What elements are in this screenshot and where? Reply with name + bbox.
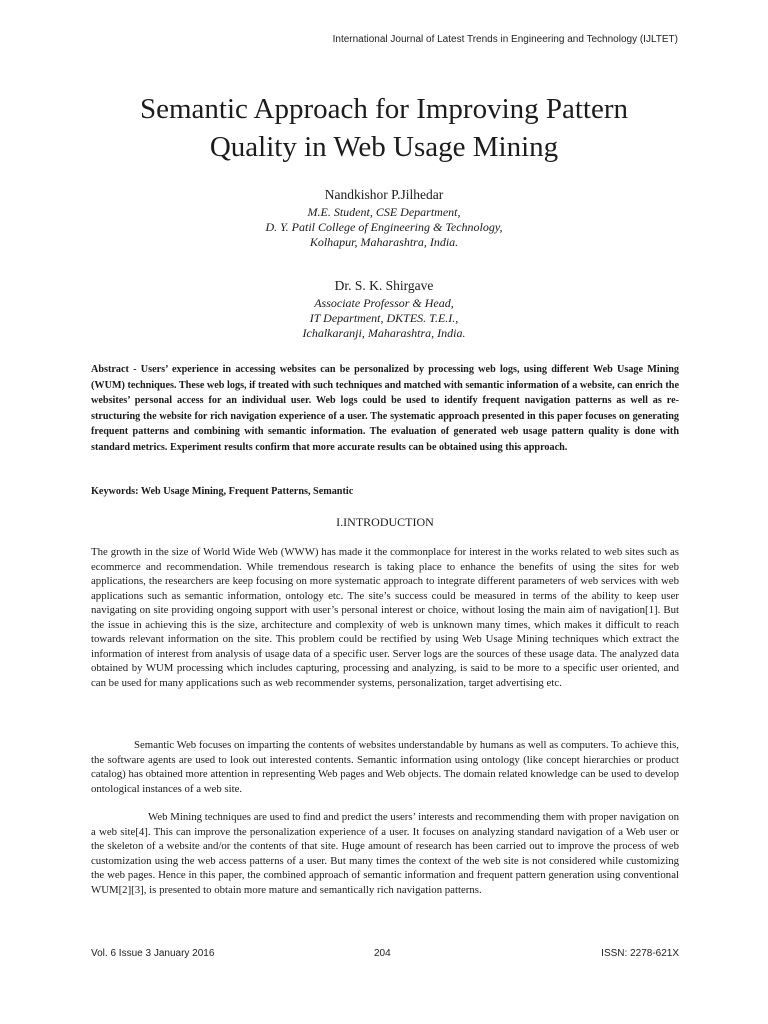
footer-page-number: 204 — [374, 948, 391, 959]
title-line-1: Semantic Approach for Improving Pattern — [139, 93, 629, 125]
section-heading-introduction: I.INTRODUCTION — [336, 515, 434, 529]
keywords: Keywords: Web Usage Mining, Frequent Patterns, Semantic — [91, 486, 354, 497]
author-affiliation-line: IT Department, DKTES. T.E.I., — [309, 311, 459, 325]
author-affiliation-line: Ichalkaranji, Maharashtra, India. — [302, 326, 466, 340]
body-paragraph: Semantic Web focuses on imparting the contents of websites understandable by humans as well as computers. To achieve this, the software agents are used to look out interested contents. Semantic information using ontology (like concept hierarchies or product catalog) has obtained more attention in representing Web pages and Web objects. The domain related knowledge can be used to develop ontological instances of a web site. — [91, 739, 679, 795]
journal-header: International Journal of Latest Trends in Engineering and Technology (IJLTET) — [332, 34, 678, 45]
body-paragraph: The growth in the size of World Wide Web (WWW) has made it the commonplace for interest in the works related to web sites such as ecommerce and recommendation. While tremendous research is taking place to enhance the benefits of using the sites for web applications, the researchers are keep focusing on more systematic approach to integrate different parameters of web services with web applications such as semantic information, ontology etc. The site’s success could be measured in terms of the ability to keep user navigating on site providing ongoing support with user’s personal interest or choice, without losing the main aim of navigation[1]. But the issue in achieving this is the size, architecture and complexity of web is unknown many times, which makes it difficult to reach towards relevant information on the site. This problem could be rectified by using Web Usage Mining techniques which extract the information of interest from analysis of usage data of a specific user. Server logs are the sources of these usage data. The analyzed data obtained by WUM processing which includes capturing, processing and analyzing, is said to be more to a specific user oriented, and can be used for many applications such as web recommender systems, personalization, target advertising etc. — [91, 546, 679, 689]
author-affiliation-line: D. Y. Patil College of Engineering & Technology, — [265, 220, 503, 234]
author-name: Nandkishor P.Jilhedar — [324, 187, 444, 202]
author-affiliation-line: M.E. Student, CSE Department, — [307, 205, 461, 219]
footer-issn: ISSN: 2278-621X — [601, 948, 679, 959]
author-affiliation-line: Kolhapur, Maharashtra, India. — [309, 235, 459, 249]
abstract: Abstract - Users’ experience in accessing websites can be personalized by processing web logs, using different Web Usage Mining (WUM) techniques. These web logs, if treated with such techniques and matched with semantic information of a website, can enrich the websites’ personal access for an individual user. Web logs could be used to identify frequent navigation patterns as well as re-structuring the website for rich navigation experience of a user. The systematic approach presented in this paper focuses on generating frequent patterns and combining with semantic information. The evaluation of generated web usage pattern quality is done with standard metrics. Experiment results confirm that more accurate results can be obtained using this approach. — [91, 364, 679, 453]
author-block-2 — [60, 277, 708, 341]
paper-title — [60, 90, 708, 166]
author-name: Dr. S. K. Shirgave — [334, 278, 434, 293]
footer-volume: Vol. 6 Issue 3 January 2016 — [91, 948, 215, 959]
author-affiliation-line: Associate Professor & Head, — [314, 296, 454, 310]
author-block-1 — [60, 186, 708, 250]
body-paragraph: Web Mining techniques are used to find and predict the users’ interests and recommending them with proper navigation on a web site[4]. This can improve the personalization experience of a user. It focuses on analyzing standard navigation of a Web user or the skeleton of a website and/or the contents of that site. Huge amount of research has been carried out to improve the process of web customization using the web access patterns of a user. But many times the context of the web site is not considered while customizing the web pages. Hence in this paper, the combined approach of semantic information and frequent pattern generation using conventional WUM[2][3], is presented to obtain more mature and semantically rich navigation patterns. — [91, 811, 679, 896]
title-line-2: Quality in Web Usage Mining — [209, 131, 559, 163]
